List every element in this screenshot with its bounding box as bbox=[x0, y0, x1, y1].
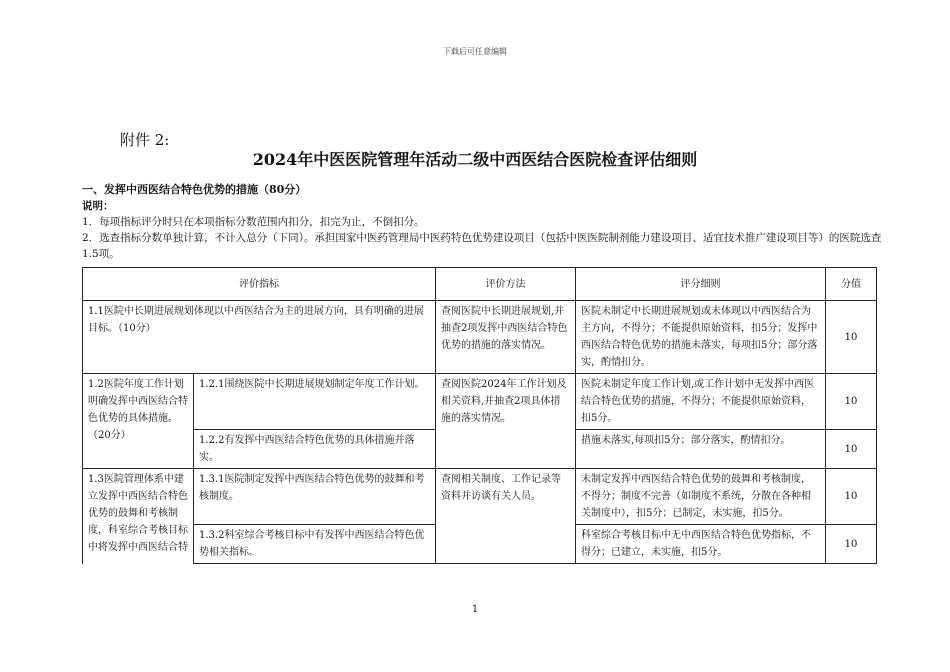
header-indicator: 评价指标 bbox=[83, 268, 436, 301]
page-number: 1 bbox=[471, 604, 479, 615]
annex-label: 附件 2: bbox=[120, 131, 170, 149]
sub-indicator-cell: 1.3.1医院制定发挥中西医结合特色优势的鼓舞和考核制度。 bbox=[194, 469, 436, 525]
detail-cell: 科室综合考核目标中无中西医结合特色优势指标，不得分；已建立，未实施，扣5分。 bbox=[576, 525, 826, 564]
table-header-row bbox=[83, 268, 877, 301]
header-detail: 评分细则 bbox=[576, 268, 826, 301]
indicator-cell: 1.2医院年度工作计划明确发挥中西医结合特色优势的具体措施。（20分） bbox=[83, 374, 194, 469]
sub-indicator-cell: 1.2.1围绕医院中长期进展规划制定年度工作计划。 bbox=[194, 374, 436, 430]
indicator-cell: 1.3医院管理体系中建立发挥中西医结合特色优势的鼓舞和考核制度，科室综合考核目标中将发挥中西医结合特 bbox=[83, 469, 194, 564]
method-cell: 查阅医院中长期进展规划,并抽查2项发挥中西医结合特色优势的措施的落实情况。 bbox=[436, 301, 576, 374]
page-title: 2024年中医医院管理年活动二级中西医结合医院检查评估细则 bbox=[252, 150, 698, 169]
score-cell: 10 bbox=[826, 525, 877, 564]
table-row bbox=[83, 301, 877, 374]
notes-title: 说明： bbox=[82, 200, 114, 212]
note-item-2: 2．选查指标分数单独计算，不计入总分（下同）。承担国家中医药管理局中医药特色优势建设项目（包括中医医院制剂能力建设项目、适宜技术推广建设项目等）的医院选查1.5项。 bbox=[82, 232, 882, 260]
method-cell: 查阅相关制度、工作记录等资料并访谈有关人员。 bbox=[436, 469, 576, 564]
indicator-cell: 1.1医院中长期进展规划体现以中西医结合为主的进展方向，具有明确的进展目标。（10分） bbox=[83, 301, 436, 374]
note-item-1: 1．每项指标评分时只在本项指标分数范围内扣分，扣完为止，不倒扣分。 bbox=[82, 216, 425, 228]
header-note: 下载后可任意编辑 bbox=[443, 47, 507, 56]
section-heading: 一、发挥中西医结合特色优势的措施（80分） bbox=[82, 183, 307, 196]
header-method: 评价方法 bbox=[436, 268, 576, 301]
sub-indicator-cell: 1.2.2有发挥中西医结合特色优势的具体措施并落实。 bbox=[194, 430, 436, 469]
criteria-table bbox=[82, 267, 877, 564]
detail-cell: 医院未制定年度工作计划,或工作计划中无发挥中西医结合特色优势的措施，不得分；不能提供原始资料，扣5分。 bbox=[576, 374, 826, 430]
score-cell: 10 bbox=[826, 430, 877, 469]
table-row bbox=[83, 374, 877, 430]
sub-indicator-cell: 1.3.2科室综合考核目标中有发挥中西医结合特色优势相关指标。 bbox=[194, 525, 436, 564]
score-cell: 10 bbox=[826, 301, 877, 374]
score-cell: 10 bbox=[826, 374, 877, 430]
detail-cell: 未制定发挥中西医结合特色优势的鼓舞和考核制度，不得分；制度不完善（如制度不系统，分散在各种相关制度中），扣5分；已制定，未实施，扣5分。 bbox=[576, 469, 826, 525]
score-cell: 10 bbox=[826, 469, 877, 525]
detail-cell: 医院未制定中长期进展规划或未体现以中西医结合为主方向，不得分；不能提供原始资料，扣5分；发挥中西医结合特色优势的措施未落实，每项扣5分；部分落实，酌情扣分。 bbox=[576, 301, 826, 374]
header-score: 分值 bbox=[826, 268, 877, 301]
detail-cell: 措施未落实,每项扣5分；部分落实，酌情扣分。 bbox=[576, 430, 826, 469]
notes-block bbox=[82, 198, 882, 262]
method-cell: 查阅医院2024年工作计划及相关资料,并抽查2项具体措施的落实情况。 bbox=[436, 374, 576, 469]
table-row bbox=[83, 469, 877, 525]
